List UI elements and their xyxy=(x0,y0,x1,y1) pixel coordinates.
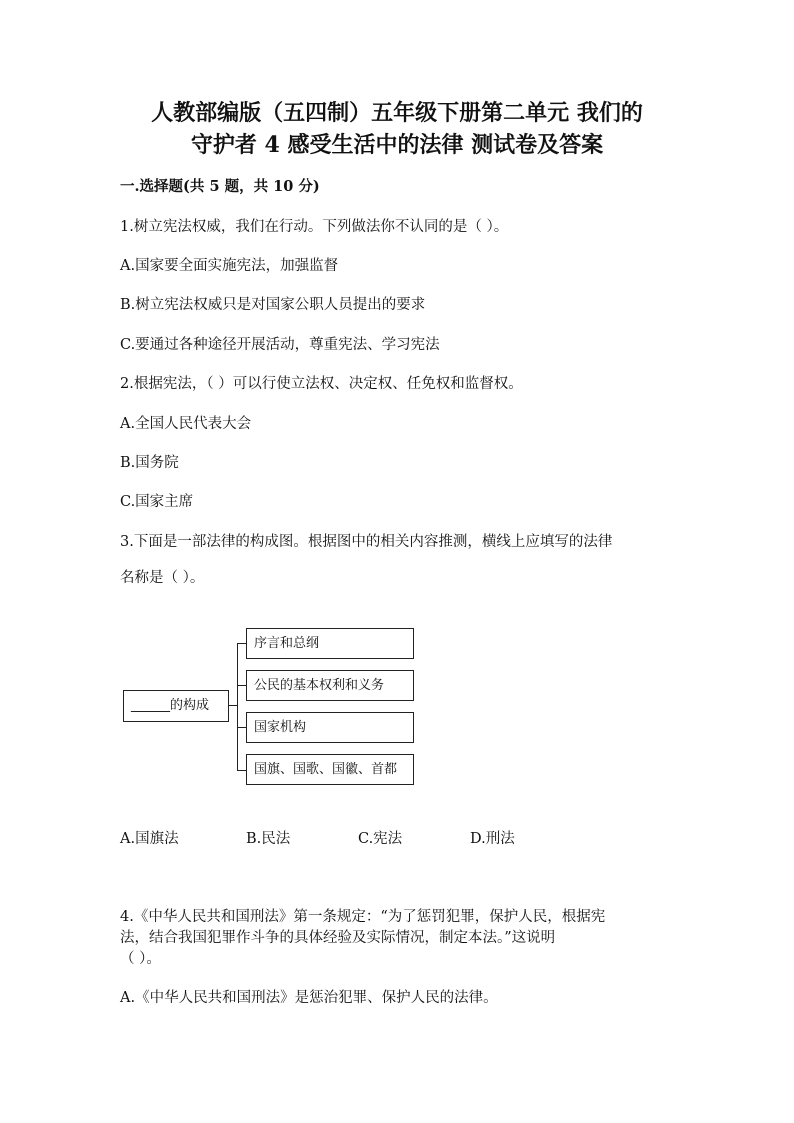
diagram-branch-2: 公民的基本权利和义务 xyxy=(246,670,414,701)
question-3-option-d: D.刑法 xyxy=(470,831,515,847)
title-line-1: 人教部编版（五四制）五年级下册第二单元 我们的 xyxy=(151,100,643,126)
question-3-option-c: C.宪法 xyxy=(358,831,403,847)
question-3-option-a: A.国旗法 xyxy=(120,831,179,847)
diagram-bracket xyxy=(237,643,238,770)
diagram-connector xyxy=(229,705,237,706)
question-3-option-b: B.民法 xyxy=(246,831,291,847)
diagram-branch-3: 国家机构 xyxy=(246,712,414,743)
question-2-option-a: A.全国人民代表大会 xyxy=(120,416,252,432)
section-heading: 一.选择题(共 5 题，共 10 分) xyxy=(120,178,320,195)
question-1-option-b: B.树立宪法权威只是对国家公职人员提出的要求 xyxy=(120,297,426,313)
diagram-root-box: ______的构成 xyxy=(123,690,229,722)
title-line-2: 守护者 4 感受生活中的法律 测试卷及答案 xyxy=(190,132,604,158)
question-4-stem-line-3: （ ）。 xyxy=(120,951,161,967)
question-4-stem-line-2: 法，结合我国犯罪作斗争的具体经验及实际情况，制定本法。”这说明 xyxy=(120,930,556,946)
question-2-option-b: B.国务院 xyxy=(120,455,179,471)
question-1-option-a: A.国家要全面实施宪法，加强监督 xyxy=(120,258,339,274)
question-3-stem-line-1: 3.下面是一部法律的构成图。根据图中的相关内容推测，横线上应填写的法律 xyxy=(120,534,613,550)
question-3-stem-line-2: 名称是（ ）。 xyxy=(120,570,205,586)
question-4-stem-line-1: 4.《中华人民共和国刑法》第一条规定：“为了惩罚犯罪，保护人民，根据宪 xyxy=(120,909,606,925)
question-1-stem: 1.树立宪法权威，我们在行动。下列做法你不认同的是（ ）。 xyxy=(120,219,509,235)
question-2-stem: 2.根据宪法，（ ）可以行使立法权、决定权、任免权和监督权。 xyxy=(120,376,523,392)
question-4-option-a: A.《中华人民共和国刑法》是惩治犯罪、保护人民的法律。 xyxy=(120,990,498,1006)
diagram-branch-1: 序言和总纲 xyxy=(246,628,414,659)
question-1-option-c: C.要通过各种途径开展活动，尊重宪法、学习宪法 xyxy=(120,337,440,353)
diagram-branch-4: 国旗、国歌、国徽、首都 xyxy=(246,754,414,785)
question-2-option-c: C.国家主席 xyxy=(120,494,194,510)
